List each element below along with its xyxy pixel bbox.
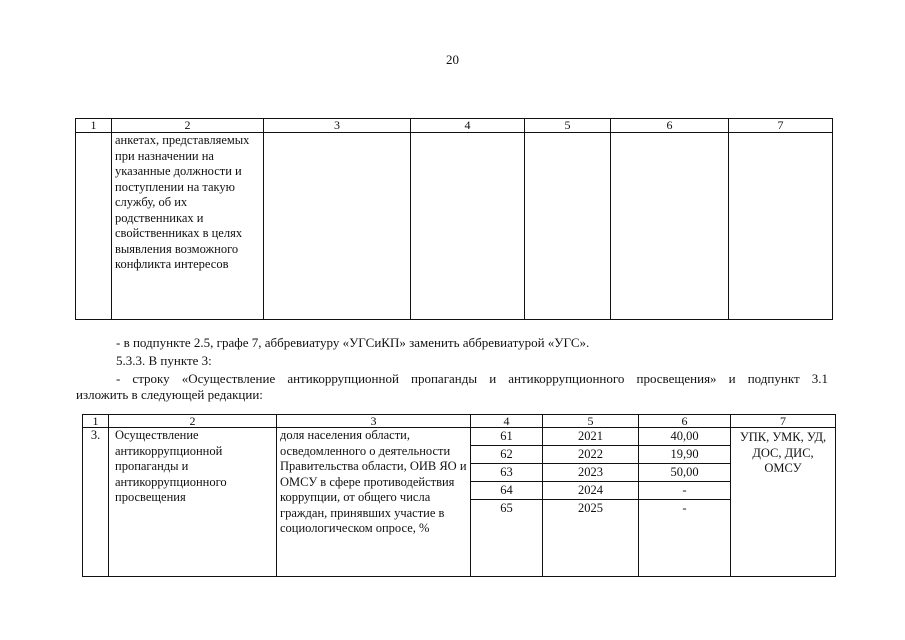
header-cell: 5 (543, 415, 639, 428)
header-cell: 3 (264, 119, 411, 133)
page-number: 20 (446, 52, 459, 67)
table-cell (611, 133, 729, 320)
table-cell (411, 133, 525, 320)
header-cell: 3 (277, 415, 471, 428)
table-cell (76, 133, 112, 320)
target-value: 40,00 (639, 428, 730, 446)
table-cell (264, 133, 411, 320)
header-cell: 5 (525, 119, 611, 133)
header-cell: 6 (639, 415, 731, 428)
values-cell (639, 428, 731, 577)
header-cell: 4 (411, 119, 525, 133)
year-value: 2025 (578, 501, 603, 515)
activity-name: Осуществление антикоррупционной пропаганды и антикоррупционного просвещения (109, 428, 277, 577)
header-cell: 7 (731, 415, 836, 428)
header-cell: 1 (83, 415, 109, 428)
code-value: 63 (471, 464, 542, 482)
years-cell (543, 428, 639, 577)
responsible-units: УПК, УМК, УД, ДОС, ДИС, ОМСУ (731, 428, 836, 577)
table-continuation (75, 118, 833, 320)
table-header-row (83, 415, 836, 428)
target-value: - (682, 501, 687, 515)
header-cell: 6 (611, 119, 729, 133)
year-value: 2023 (543, 464, 638, 482)
header-cell: 2 (109, 415, 277, 428)
code-value: 61 (471, 428, 542, 446)
code-value: 64 (471, 482, 542, 500)
paragraph-instruction: - строку «Осуществление антикоррупционной пропаганды и антикоррупционного просвещения» и подпункт 3.1 (116, 371, 828, 386)
year-value: 2021 (543, 428, 638, 446)
header-cell: 1 (76, 119, 112, 133)
indicator-text: доля населения области, осведомленного о деятельности Правительства области, ОИВ ЯО и ОМСУ в сфере противодействия коррупции, от общего числа граждан, принявших участие в социологическом опросе, % (277, 428, 471, 577)
continuation-text: анкетах, представляемых при назначении на указанные должности и поступлении на такую службу, об их родственниках и свойственниках в целях выявления возможного конфликта интересов (112, 133, 264, 320)
paragraph-instruction-end: изложить в следующей редакции: (76, 387, 263, 402)
codes-cell (471, 428, 543, 577)
code-value: 65 (500, 501, 513, 515)
table-row (76, 133, 833, 320)
header-cell: 4 (471, 415, 543, 428)
row-number: 3. (83, 428, 109, 577)
table-cell (525, 133, 611, 320)
target-value: - (639, 482, 730, 500)
target-value: 50,00 (639, 464, 730, 482)
header-cell: 7 (729, 119, 833, 133)
header-cell: 2 (112, 119, 264, 133)
table-cell (729, 133, 833, 320)
target-value: 19,90 (639, 446, 730, 464)
paragraph-abbreviation: - в подпункте 2.5, графе 7, аббревиатуру «УГСиКП» заменить аббревиатурой «УГС». (116, 335, 590, 350)
table-header-row (76, 119, 833, 133)
paragraph-section: 5.3.3. В пункте 3: (116, 353, 212, 368)
table-new-edition (82, 414, 836, 577)
year-value: 2022 (543, 446, 638, 464)
table-row (83, 428, 836, 577)
year-value: 2024 (543, 482, 638, 500)
code-value: 62 (471, 446, 542, 464)
